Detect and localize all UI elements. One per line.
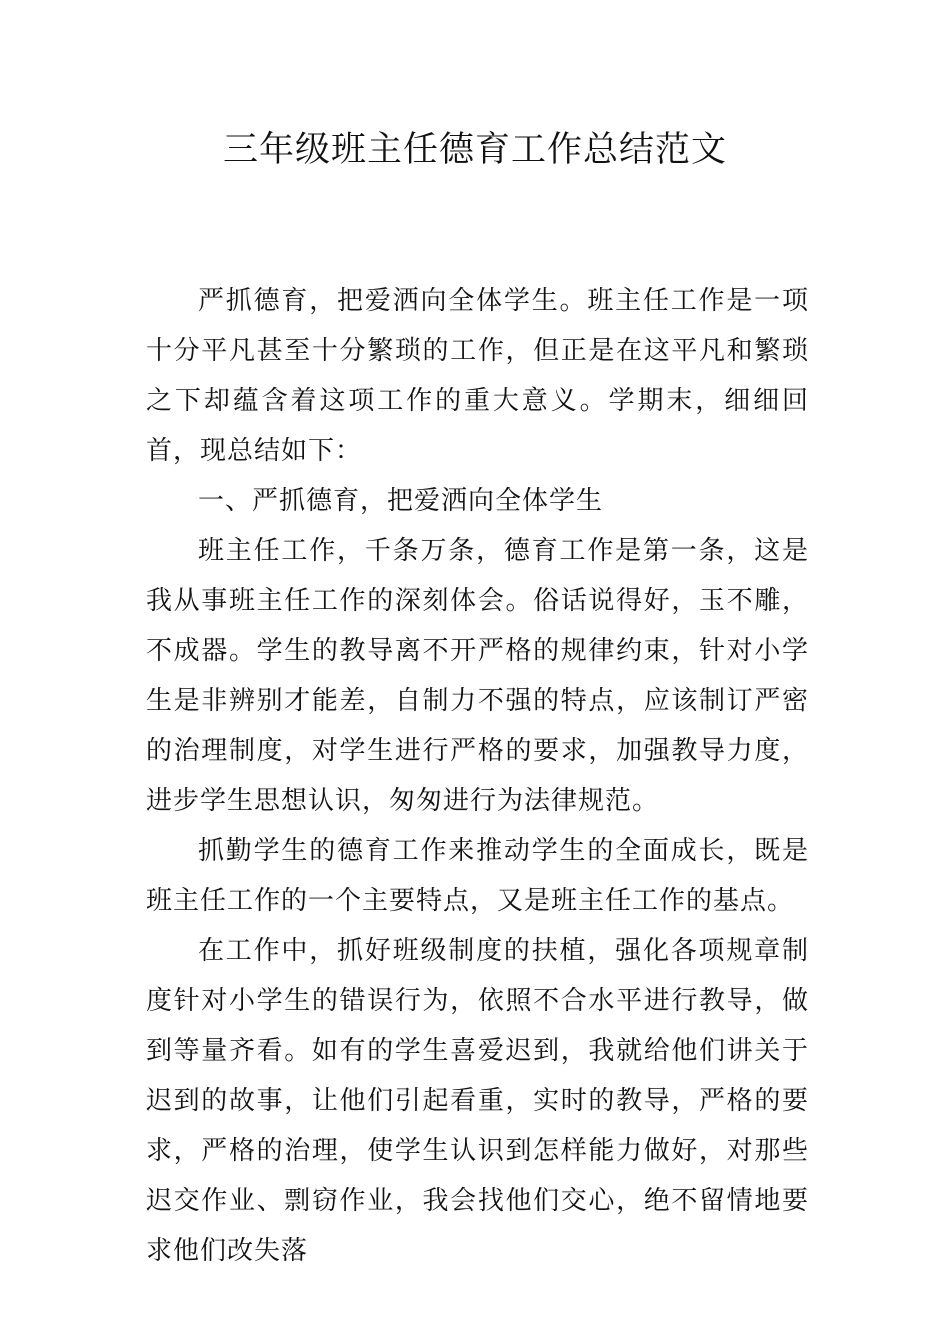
paragraph-class-rules: 在工作中，抓好班级制度的扶植，强化各项规章制度针对小学生的错误行为，依照不合水平进行教导，做到等量齐看。如有的学生喜爱迟到，我就给他们讲关于迟到的故事，让他们引起看重，实时的教导，严格的要求，严格的治理，使学生认识到怎样能力做好，对那些迟交作业、剽窃作业，我会找他们交心，绝不留情地要求他们改失落	[146, 936, 809, 1266]
document-title: 三年级班主任德育工作总结范文	[222, 130, 727, 170]
paragraph-intro: 严抓德育，把爱洒向全体学生。班主任工作是一项十分平凡甚至十分繁琐的工作，但正是在这平凡和繁琐之下却蕴含着这项工作的重大意义。学期末，细细回首，现总结如下：	[146, 286, 809, 466]
paragraph-key-point: 抓勤学生的德育工作来推动学生的全面成长，既是班主任工作的一个主要特点，又是班主任工作的基点。	[146, 836, 809, 916]
document-body	[146, 276, 809, 1276]
paragraph-moral-education: 班主任工作，千条万条，德育工作是第一条，这是我从事班主任工作的深刻体会。俗话说得好，玉不雕，不成器。学生的教导离不开严格的规律约束，针对小学生是非辨别才能差，自制力不强的特点，应该制订严密的治理制度，对学生进行严格的要求，加强教导力度，进步学生思想认识，匆匆进行为法律规范。	[146, 536, 809, 816]
section-heading-1: 一、严抓德育，把爱洒向全体学生	[198, 486, 604, 516]
